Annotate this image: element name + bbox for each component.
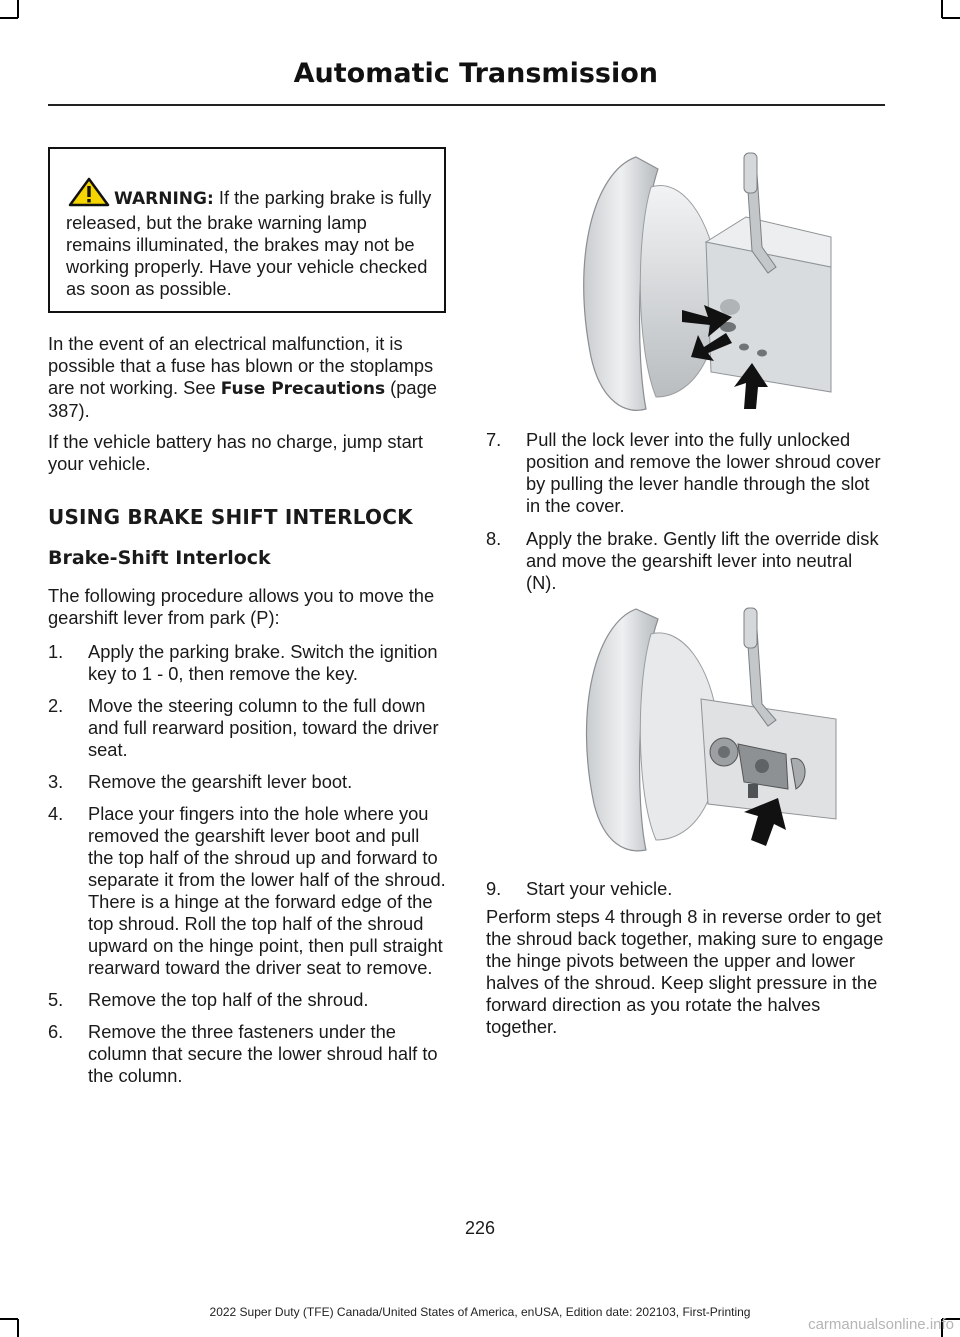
step-number: 1. [48, 641, 64, 662]
closing-paragraph: Perform steps 4 through 8 in reverse order to get the shroud back together, making sure to engage the hinge pivots between the upper and lower halves of the shroud. Keep slight pressure in the forward direction as you rotate the halves together. [486, 906, 884, 1037]
crop-mark [941, 0, 943, 18]
steering-column-override-illustration [486, 604, 886, 854]
procedure-intro: The following procedure allows you to move the gearshift lever from park (P): [48, 585, 435, 628]
warning-text: If the parking brake is fully released, but the brake warning lamp remains illuminated, the brakes may not be working properly. Have your vehicle checked as soon as possible. [66, 187, 432, 299]
step-text: Remove the three fasteners under the column that secure the lower shroud half to the column. [88, 1021, 438, 1086]
step-text: Place your fingers into the hole where you removed the gearshift lever boot and pull the top half of the shroud up and forward to separate it from the lower half of the shroud. There is a hinge at the forward edge of the top shroud. Roll the top half of the shroud upward on the hinge point, then pull straight rearward toward the driver seat to remove. [88, 803, 446, 978]
steering-column-fasteners-illustration [486, 147, 886, 417]
page-title: Automatic Transmission [293, 58, 658, 89]
watermark: carmanualsonline.info [808, 1316, 954, 1333]
step-number: 4. [48, 803, 64, 824]
step-text: Apply the parking brake. Switch the ignition key to 1 - 0, then remove the key. [88, 641, 438, 684]
warning-label: WARNING: [114, 189, 214, 209]
left-column [48, 147, 446, 1097]
fuse-precautions-link[interactable]: Fuse Precautions [220, 379, 386, 399]
step-number: 2. [48, 695, 64, 716]
header-divider [48, 104, 885, 106]
list-item [48, 1021, 446, 1087]
step-number: 6. [48, 1021, 64, 1042]
list-item [486, 528, 886, 594]
list-item [486, 429, 886, 517]
paragraph-text: In the event of an electrical malfunction, it is possible that a fuse has blown or the stoplamps are not working. See [48, 333, 434, 398]
step-text: Move the steering column to the full down and full rearward position, toward the driver seat. [88, 695, 439, 760]
step-text: Start your vehicle. [526, 878, 673, 899]
step-number: 9. [486, 878, 502, 899]
step-text: Remove the gearshift lever boot. [88, 771, 353, 792]
step-number: 3. [48, 771, 64, 792]
warning-box [48, 147, 446, 313]
step-number: 7. [486, 429, 502, 450]
list-item [48, 989, 446, 1011]
step-text: Remove the top half of the shroud. [88, 989, 369, 1010]
sub-heading: Brake-Shift Interlock [48, 547, 271, 569]
paragraph-battery: If the vehicle battery has no charge, jump start your vehicle. [48, 431, 423, 474]
crop-mark [17, 0, 19, 18]
step-number: 5. [48, 989, 64, 1010]
list-item [48, 803, 446, 979]
list-item [48, 771, 446, 793]
list-item [48, 695, 446, 761]
paragraph-fuse [48, 333, 446, 422]
right-column [486, 147, 886, 1047]
warning-triangle-icon [68, 177, 110, 212]
step-number: 8. [486, 528, 502, 549]
edition-footer: 2022 Super Duty (TFE) Canada/United States of America, enUSA, Edition date: 202103, First-Printing [209, 1305, 751, 1319]
figure-steering-column-fasteners [486, 147, 886, 417]
section-heading: USING BRAKE SHIFT INTERLOCK [48, 505, 413, 529]
list-item [486, 878, 886, 900]
crop-mark [17, 1319, 19, 1337]
page-number: 226 [464, 1218, 496, 1238]
steps-list [486, 878, 886, 900]
paragraph-text: (page 387). [48, 377, 437, 421]
step-text: Pull the lock lever into the fully unlocked position and remove the lower shroud cover by pulling the lever handle through the slot in the cover. [526, 429, 881, 516]
crop-mark [942, 17, 960, 19]
list-item [48, 641, 446, 685]
steps-list [48, 641, 446, 1087]
steps-list [486, 429, 886, 594]
figure-steering-column-override [486, 604, 886, 854]
step-text: Apply the brake. Gently lift the override disk and move the gearshift lever into neutral (N). [526, 528, 879, 593]
crop-mark [0, 17, 18, 19]
